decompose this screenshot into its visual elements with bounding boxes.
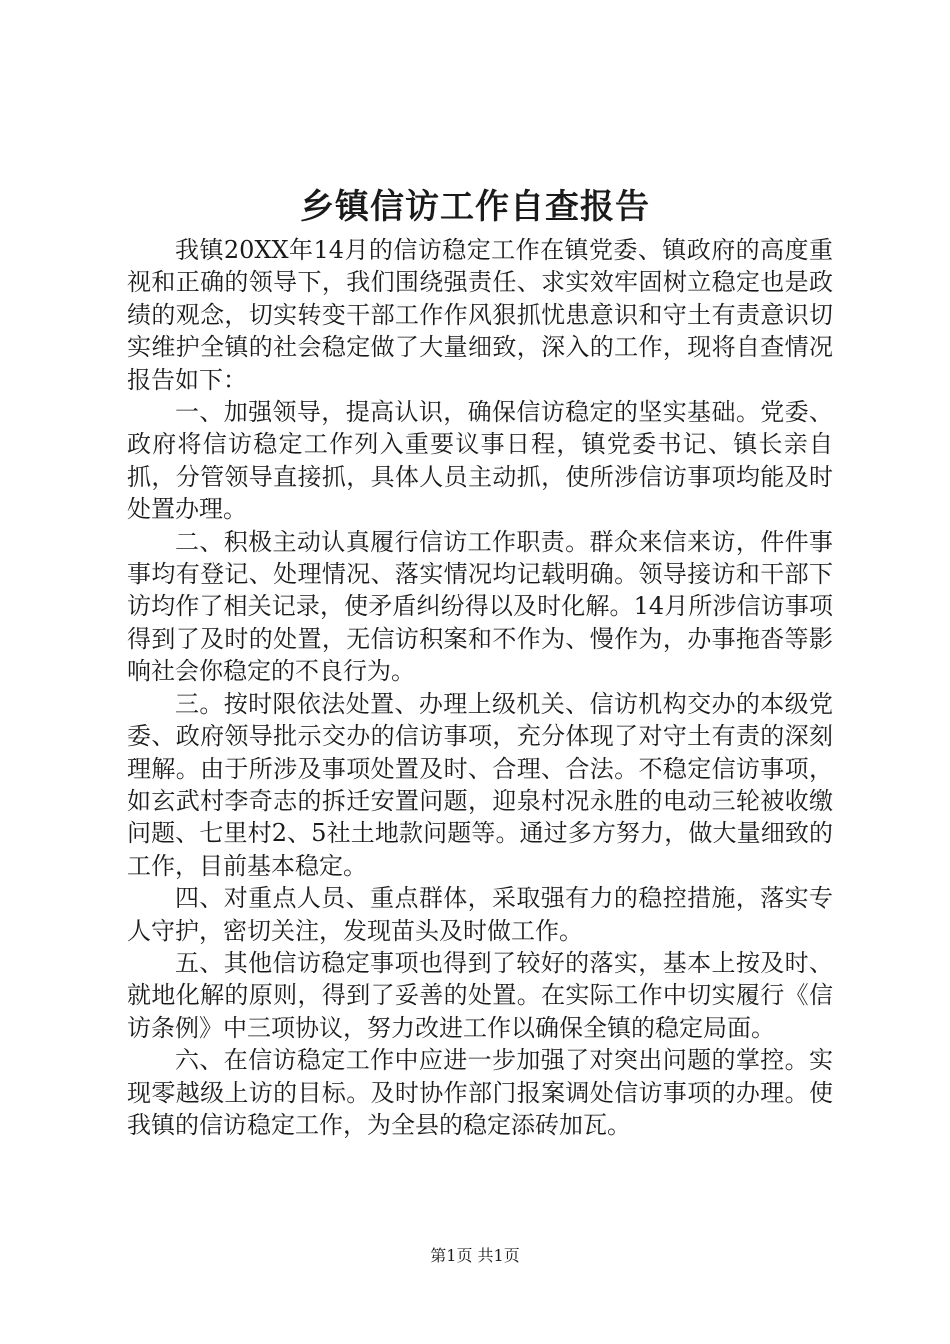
document-title: 乡镇信访工作自查报告 — [300, 187, 650, 227]
paragraph-item-2: 二、积极主动认真履行信访工作职责。群众来信来访，件件事事均有登记、处理情况、落实情况均记载明确。领导接访和干部下访均作了相关记录，使矛盾纠纷得以及时化解。14月所涉信访事项得到了及时的处置，无信访积案和不作为、慢作为，办事拖沓等影响社会你稳定的不良行为。 — [127, 527, 833, 686]
paragraph-item-3: 三。按时限依法处置、办理上级机关、信访机构交办的本级党委、政府领导批示交办的信访事项，充分体现了对守土有责的深刻理解。由于所涉及事项处置及时、合理、合法。不稳定信访事项，如玄武村李奇志的拆迁安置问题，迎泉村况永胜的电动三轮被收缴问题、七里村2、5社土地款问题等。通过多方努力，做大量细致的工作，目前基本稳定。 — [127, 689, 833, 880]
paragraph-item-5: 五、其他信访稳定事项也得到了较好的落实，基本上按及时、就地化解的原则，得到了妥善的处置。在实际工作中切实履行《信访条例》中三项协议，努力改进工作以确保全镇的稳定局面。 — [127, 948, 833, 1042]
paragraph-item-4: 四、对重点人员、重点群体，采取强有力的稳控措施，落实专人守护，密切关注，发现苗头及时做工作。 — [127, 884, 833, 945]
paragraph-intro: 我镇20XX年14月的信访稳定工作在镇党委、镇政府的高度重视和正确的领导下，我们围绕强责任、求实效牢固树立稳定也是政绩的观念，切实转变干部工作作风狠抓忧患意识和守土有责意识切实维护全镇的社会稳定做了大量细致，深入的工作，现将自查情况报告如下： — [127, 236, 833, 394]
paragraph-item-1: 一、加强领导，提高认识，确保信访稳定的坚实基础。党委、政府将信访稳定工作列入重要议事日程，镇党委书记、镇长亲自抓，分管领导直接抓，具体人员主动抓，使所涉信访事项均能及时处置办理。 — [127, 398, 833, 524]
document-body — [127, 234, 833, 1141]
page-footer: 第1页 共1页 — [430, 1246, 520, 1265]
paragraph-item-6: 六、在信访稳定工作中应进一步加强了对突出问题的掌控。实现零越级上访的目标。及时协作部门报案调处信访事项的办理。使我镇的信访稳定工作，为全县的稳定添砖加瓦。 — [127, 1046, 833, 1139]
